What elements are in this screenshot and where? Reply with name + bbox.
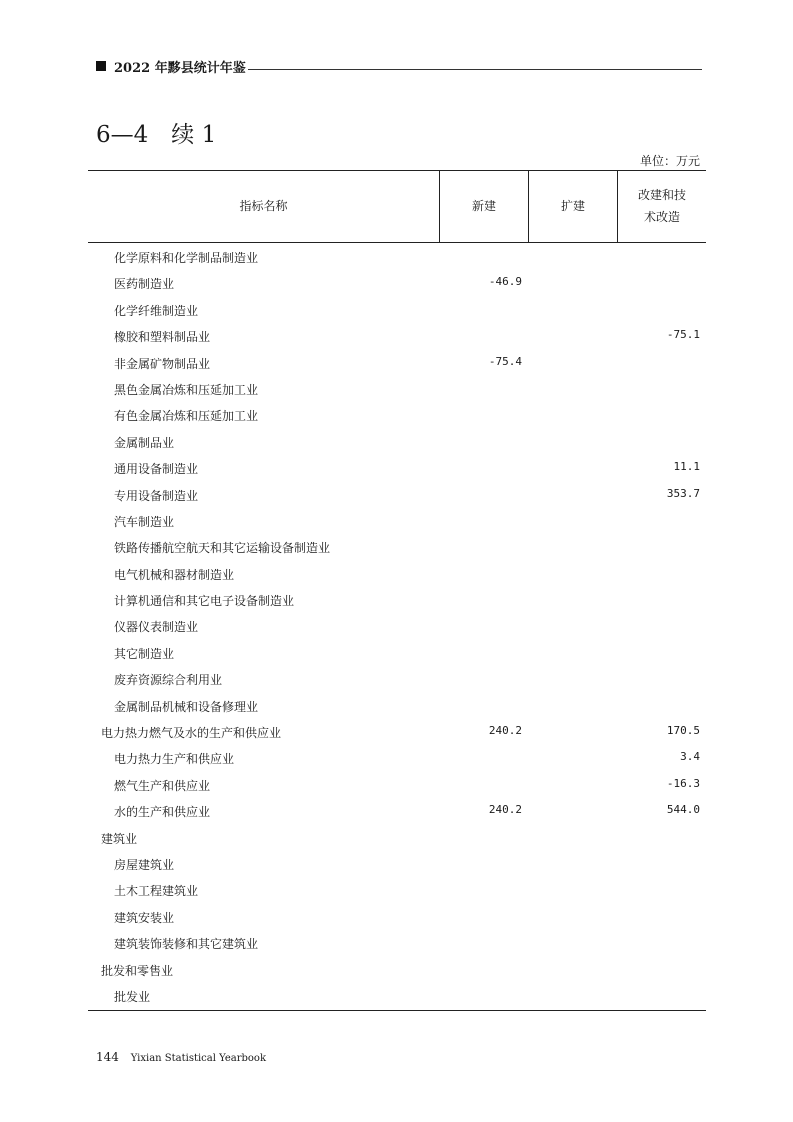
page-footer (96, 1050, 266, 1064)
row-name: 非金属矿物制品业 (114, 356, 211, 371)
row-value-new: -46.9 (488, 275, 522, 289)
table-title: 6—4 续 1 (96, 122, 217, 148)
table-row (0, 613, 793, 639)
table-row (0, 772, 793, 798)
yearbook-name: Yixian Statistical Yearbook (130, 1053, 267, 1064)
column-header-expand: 扩建 (560, 199, 585, 213)
row-name: 铁路传播航空航天和其它运输设备制造业 (114, 541, 331, 556)
row-value-new: 240.2 (488, 803, 522, 817)
unit-label: 单位：万元 (639, 154, 700, 168)
row-value-rebuild: -16.3 (666, 776, 700, 790)
row-name: 金属制品机械和设备修理业 (114, 699, 259, 714)
column-header-name: 指标名称 (239, 199, 288, 213)
table-row (0, 719, 793, 745)
row-name: 化学纤维制造业 (114, 303, 199, 318)
table-row (0, 455, 793, 481)
table-header-rule (88, 242, 706, 243)
row-name: 通用设备制造业 (114, 462, 199, 477)
row-value-rebuild: 353.7 (666, 486, 700, 500)
table-row (0, 851, 793, 877)
table-row (0, 508, 793, 534)
header-rule (248, 69, 702, 70)
row-name: 批发和零售业 (101, 963, 174, 978)
table-row (0, 534, 793, 560)
row-name: 电力热力生产和供应业 (114, 752, 235, 767)
table-body (0, 244, 793, 1009)
table-row (0, 957, 793, 983)
row-name: 其它制造业 (114, 646, 175, 661)
row-name: 房屋建筑业 (114, 857, 175, 872)
row-name: 金属制品业 (114, 435, 175, 450)
column-header-rebuild (618, 170, 706, 242)
row-name: 专用设备制造业 (114, 488, 199, 503)
table-row (0, 693, 793, 719)
row-name: 化学原料和化学制品制造业 (114, 251, 259, 265)
row-name: 电气机械和器材制造业 (114, 567, 235, 582)
table-row (0, 587, 793, 613)
row-name: 电力热力燃气及水的生产和供应业 (101, 726, 282, 741)
row-value-rebuild: 170.5 (666, 724, 700, 738)
table-row (0, 297, 793, 323)
row-value-rebuild: 11.1 (673, 460, 700, 474)
column-header-rebuild-line1: 改建和技 (637, 188, 686, 202)
table-row (0, 323, 793, 349)
table-row (0, 350, 793, 376)
row-name: 黑色金属冶炼和压延加工业 (114, 382, 259, 397)
table-row (0, 983, 793, 1009)
page-number: 144 (96, 1050, 119, 1064)
table-bottom-rule (88, 1010, 706, 1011)
row-value-rebuild: 3.4 (680, 750, 700, 764)
table-row (0, 561, 793, 587)
row-name: 燃气生产和供应业 (114, 778, 211, 793)
row-name: 橡胶和塑料制品业 (114, 330, 211, 345)
table-row (0, 402, 793, 428)
row-value-new: -75.4 (488, 354, 522, 368)
table-row (0, 930, 793, 956)
table-row (0, 904, 793, 930)
row-name: 有色金属冶炼和压延加工业 (114, 409, 259, 424)
row-name: 建筑安装业 (114, 910, 175, 925)
row-name: 仪器仪表制造业 (114, 620, 199, 635)
column-header-rebuild-line2: 术改造 (643, 210, 680, 224)
table-row (0, 825, 793, 851)
row-name: 批发业 (114, 989, 151, 1004)
row-name: 水的生产和供应业 (114, 805, 211, 820)
row-name: 计算机通信和其它电子设备制造业 (114, 594, 295, 609)
row-name: 建筑装饰装修和其它建筑业 (114, 937, 259, 952)
table-row (0, 270, 793, 296)
table-row (0, 482, 793, 508)
table-row (0, 666, 793, 692)
table-row (0, 244, 793, 270)
table-row (0, 877, 793, 903)
table-row (0, 745, 793, 771)
header-square-mark (96, 61, 106, 71)
row-name: 土木工程建筑业 (114, 884, 199, 899)
table-row (0, 640, 793, 666)
table-row (0, 376, 793, 402)
table-row (0, 429, 793, 455)
running-header-title: 2022 年黟县统计年鉴 (114, 61, 246, 76)
row-name: 废弃资源综合利用业 (114, 673, 223, 688)
row-value-new: 240.2 (488, 724, 522, 738)
row-name: 汽车制造业 (114, 514, 175, 529)
row-name: 医药制造业 (114, 277, 175, 292)
table-row (0, 798, 793, 824)
column-header-new: 新建 (471, 199, 496, 213)
row-value-rebuild: -75.1 (666, 328, 700, 342)
row-name: 建筑业 (101, 831, 138, 846)
row-value-rebuild: 544.0 (666, 803, 700, 817)
